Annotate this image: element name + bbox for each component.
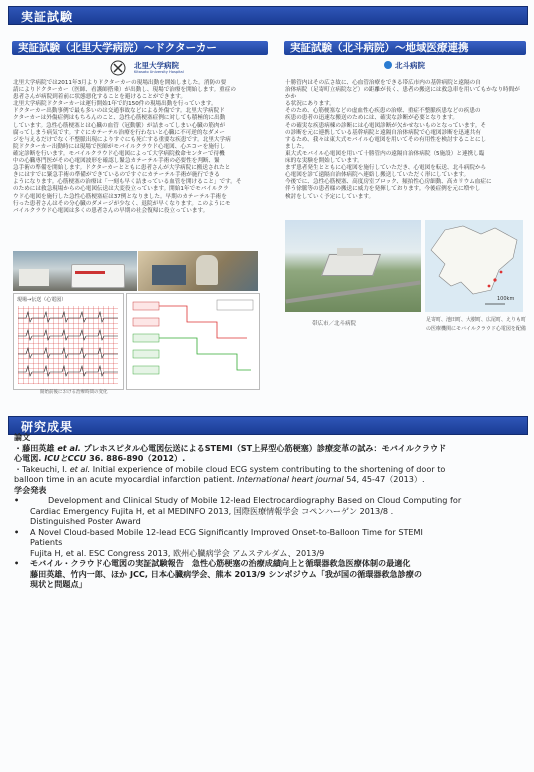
paper-2-author: ・Takeuchi, I. bbox=[14, 463, 68, 474]
left-line: 患者さんが病院到着前に状態悪化することを避けることができます。 bbox=[13, 94, 186, 101]
left-heading-bar bbox=[12, 41, 268, 55]
right-line: 治体病院（足寄町立病院など）の距離が長く、患者の搬送には救急車を用いてもかなり時間がかか bbox=[285, 87, 520, 101]
conf-3 bbox=[14, 558, 522, 590]
paper-1-title: プレホスピタル心電図伝送によるSTEMI（ST上昇型心筋梗塞）診療変革の試み：モバイルクラウド bbox=[83, 442, 447, 453]
right-line: 今後でに、急性心筋梗塞、高度房室ブロック、頻拍性心房細動、高カリウム血症に bbox=[285, 179, 492, 186]
right-line: まず患者発生とともに心電図を施行していただき、心電図を転送、北斗病院から bbox=[285, 165, 487, 172]
paper-2-title-cont: balloon time in an acute myocardial infarction patient. bbox=[14, 474, 235, 484]
right-line: 検討をしていく予定にしています。 bbox=[285, 193, 375, 200]
paper-1-etal: et al. bbox=[57, 442, 81, 453]
left-line: 確定診断を行います。モバイルクラウド心電図によって大学病院救命センターで待機 bbox=[13, 150, 225, 157]
paper-1-journal: ICUとCCU bbox=[44, 453, 87, 463]
right-line: ました。 bbox=[285, 143, 308, 150]
right-line: するため、我々は東大式モバイル心電図を用いてその有用性を検討することにし bbox=[285, 136, 487, 143]
paper-2-title: Initial experience of mobile cloud ECG system contributing to the shortening of door to bbox=[92, 463, 446, 474]
hokkaido-map bbox=[425, 220, 523, 312]
left-line: クターカーは外傷症例はもちろんのこと、急性心筋梗塞症例に対しても積極的に出動 bbox=[13, 115, 226, 122]
paper-2-etal: et al. bbox=[69, 463, 91, 474]
bullet: • bbox=[14, 558, 20, 568]
right-line: 伴う徐脈等の患者様の搬送に威力を発揮しております。今後症例を元に増やし bbox=[285, 186, 481, 193]
right-body-text bbox=[285, 80, 523, 201]
conf-2-line-1: A Novel Cloud-based Mobile 12-lead ECG Significantly Improved Onset-to-Balloon Time for STEMI bbox=[30, 526, 423, 537]
left-body-text bbox=[13, 80, 271, 215]
left-line: 請によりドクターカー（医師、看護師搭乗）が出動し、現場で治療を開始します。重症の bbox=[13, 87, 236, 94]
kitasato-emblem-icon bbox=[110, 60, 126, 76]
left-line: 急手術の準備を開始します。ドクターカーとともに患者さんが大学病院に搬送されたと bbox=[13, 165, 231, 172]
conf-1-line-2: Cardiac Emergency Fujita H, et al MEDINFO 2013, 国際医療情報学会 コペンハーゲン 2013/8 . bbox=[30, 505, 394, 516]
map-caption-2: の医療機関にモバイルクラウド心電図を配備 bbox=[426, 326, 526, 332]
photo-caption: 帯広市／北斗病院 bbox=[312, 321, 357, 327]
bullet: • bbox=[14, 526, 20, 537]
conf-1 bbox=[14, 495, 522, 527]
left-line: しています。急性心筋梗塞とは心臓の血管（冠動脈）が詰まってしまい心臓の筋肉が bbox=[13, 122, 226, 129]
conf-2-line-2: Patients bbox=[30, 537, 63, 547]
conf-3-line-2: 藤田英雄、竹内一郎、ほか JCC, 日本心臓病学会、熊本 2013/9 シンポジウム「我が国の循環器救急診療の bbox=[30, 568, 422, 579]
right-line: そのため、心筋梗塞などの虚血性心疾患の治療、重症不整脈疾患などの疾患の bbox=[285, 108, 481, 115]
onsite-ecg-photo bbox=[138, 251, 258, 291]
hokuto-hospital-aerial-photo bbox=[285, 220, 421, 312]
paper-1-citation: 36. 886-890（2012）. bbox=[89, 453, 186, 463]
left-line: 行った患者さんはその分心臓のダメージが少なく、退院が早くなります。このようにモ bbox=[13, 200, 231, 207]
hokuto-logo-name: 北斗病院 bbox=[395, 61, 425, 70]
right-line: の診断を元に連携している基幹病院と遠隔自治体病院で心電図診断を迅速共有 bbox=[285, 129, 481, 136]
paper-2-citation: 54, 45-47（2013）. bbox=[346, 474, 425, 484]
kitasato-logo-name: 北里大学病院 bbox=[134, 61, 179, 70]
left-line: 北里大学病院ドクターカーは運行開始1年で約150件の現場出動を行っています。 bbox=[13, 101, 217, 108]
paper-1 bbox=[14, 443, 522, 464]
hokuto-emblem-icon bbox=[384, 61, 392, 69]
ecg-transmission-panel bbox=[13, 293, 124, 390]
paper-1-author: ・藤田英雄 bbox=[14, 442, 55, 453]
conf-3-line-1: モバイル・クラウド心電図の実証試験報告 急性心筋梗塞の治療成績向上と循環器救急医療体制の最適化 bbox=[30, 558, 411, 568]
conf-heading: 学会発表 bbox=[14, 484, 47, 495]
doctor-car-photo bbox=[13, 251, 137, 291]
left-line: ジを与えるだけでなく不整脈出現によりすぐにも死亡する重要な疾患です。北里大学病 bbox=[13, 136, 231, 143]
right-line: 疾患の患者の迅速な搬送のためには、確実な診断が必要となります。 bbox=[285, 115, 458, 122]
right-line: 心電図を診て遠隔自治体病院へ連絡し搬送していただく形にしています。 bbox=[285, 172, 470, 179]
map-distance-label: 100km bbox=[497, 296, 515, 302]
bullet: • bbox=[14, 495, 20, 505]
conf-3-line-3: 現状と問題点」 bbox=[30, 579, 87, 589]
treatment-flow-diagram bbox=[126, 293, 260, 390]
right-line: その確実な疾患病棟の診断には心電図診断が欠かせないものとなっています。そ bbox=[285, 122, 486, 129]
left-line: 北里大学病院では2011年3月よりドクターカーの現場出動を開始しました。消防の要 bbox=[13, 80, 227, 86]
left-line: バイルクラウド心電図は多くの患者さんの早期の社会復帰に役立っています。 bbox=[13, 207, 209, 214]
left-line: ようになります。心筋梗塞の治療は「一刻も早く詰まっている血管を開けること」です。そ bbox=[13, 179, 242, 186]
paper-2-journal: International heart journal bbox=[237, 474, 344, 484]
paper-1-title-cont: 心電図. bbox=[14, 453, 42, 463]
right-heading-bar bbox=[284, 41, 526, 55]
left-heading: 実証試験（北里大学病院）〜ドクターカー bbox=[18, 42, 217, 54]
conf-1-line-1: Development and Clinical Study of Mobile 12-lead Electrocardiography Based on Cloud Computing for bbox=[48, 495, 462, 505]
flow-diagram-graphic bbox=[127, 294, 259, 389]
kitasato-logo bbox=[108, 60, 218, 78]
flow-caption: 開始前後における治療時間の変化 bbox=[40, 390, 108, 395]
papers-heading: 論文 bbox=[14, 432, 31, 442]
section-title: 研究成果 bbox=[21, 420, 74, 434]
ecg-caption: 現場→伝送（心電図） bbox=[17, 297, 67, 303]
section-banner-demo bbox=[8, 6, 528, 25]
left-line: きにはすでに緊急手術の準備ができているのですぐにカテーテル手術が施行できる bbox=[13, 172, 220, 179]
hokuto-logo bbox=[384, 60, 454, 72]
publications-list bbox=[14, 432, 522, 590]
left-line: 腐ってしまう病気です。すぐにカテーテル治療を行わないと心臓に不可逆的なダメー bbox=[13, 129, 225, 136]
kitasato-logo-sub: Kitasato University Hospital bbox=[134, 70, 184, 74]
left-line: 院ドクターカー出動時には現場で医師がモバイルクラウド心電図、心エコーを施行し bbox=[13, 143, 226, 150]
left-line: ウド心電図を施行した急性心筋梗塞症は37例となりました。早期のカテーテル手術を bbox=[13, 193, 227, 200]
map-caption-1: 足寄町、池田町、大樹町、広尾町、えりも町 bbox=[426, 317, 527, 323]
left-line: 中の心臓専門医がその心電図波形を確認し緊急カテーテル手術の必要性を判断、緊 bbox=[13, 158, 220, 165]
left-line: のためには救急現場からの心電図伝送は大変役立っています。開始1年でモバイルクラ bbox=[13, 186, 229, 193]
ecg-waveform bbox=[18, 306, 118, 384]
conf-1-award: Distinguished Poster Award bbox=[30, 516, 141, 526]
right-line: 東大式モバイル心電図を用いて十勝管内の遠隔自治体病院（5施設）と連携し臨 bbox=[285, 150, 485, 157]
right-line: 床的な実験を開始しています。 bbox=[285, 158, 363, 165]
conf-2 bbox=[14, 527, 522, 559]
right-line: る状況にあります。 bbox=[285, 101, 335, 108]
left-line: ドクターカー出動事例で最も多いのは交通事故などによる外傷です。北里大学病院ド bbox=[13, 108, 225, 115]
paper-2 bbox=[14, 464, 522, 485]
conf-2-line-3: Fujita H, et al. ESC Congress 2013, 欧州心臓病学会 アムステルダム、2013/9 bbox=[30, 547, 325, 558]
section-title: 実証試験 bbox=[21, 10, 74, 24]
right-heading: 実証試験（北斗病院）〜地域医療連携 bbox=[290, 42, 469, 54]
right-line: 十勝管内はその広さ故に、心血管治療をできる帯広市内の基幹病院と遠隔の自 bbox=[285, 80, 481, 86]
